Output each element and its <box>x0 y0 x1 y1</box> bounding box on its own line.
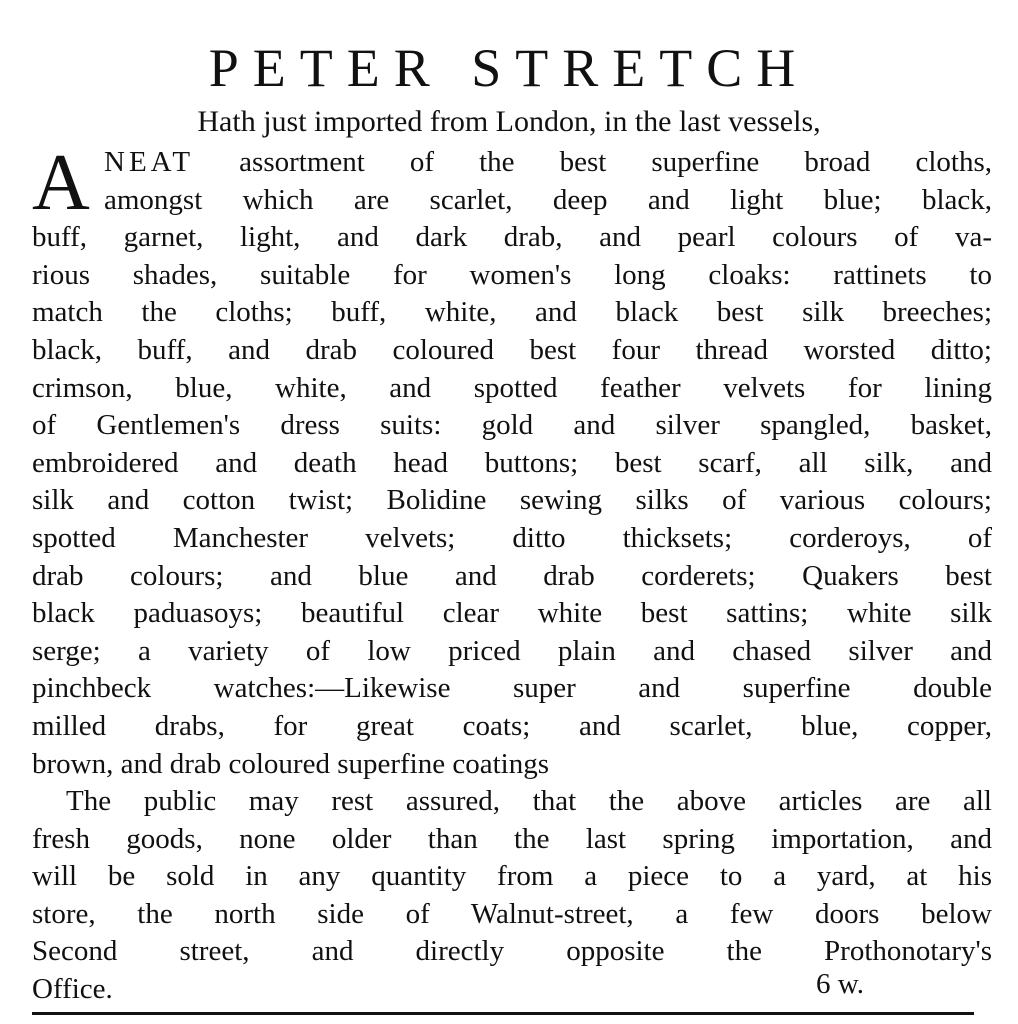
body-line: black paduasoys; beautiful clear white best sattins; white silk <box>32 597 992 630</box>
body-line: buff, garnet, light, and dark drab, and pearl colours of va- <box>32 221 992 254</box>
body-line: rious shades, suitable for women's long cloaks: rattinets to <box>32 258 992 291</box>
body-line: drab colours; and blue and drab corderets; Quakers best <box>32 559 992 592</box>
advertisement-subtitle: Hath just imported from London, in the last vessels, <box>197 105 821 138</box>
body-line: serge; a variety of low priced plain and chased silver and <box>32 634 992 667</box>
paragraph-2-line: will be sold in any quantity from a piece to a yard, at his <box>32 860 992 893</box>
body-line-lead: NEAT <box>104 146 195 178</box>
body-line: embroidered and death head buttons; best scarf, all silk, and <box>32 446 992 479</box>
advertisement-title: PETER STRETCH <box>208 38 810 98</box>
drop-cap: A <box>32 139 90 227</box>
body-line: milled drabs, for great coats; and scarlet, blue, copper, <box>32 709 992 742</box>
paragraph-2-line: Second street, and directly opposite the Prothonotary's <box>32 935 992 968</box>
body-line <box>32 144 992 182</box>
body-line: brown, and drab coloured superfine coatings <box>32 747 550 780</box>
paragraph-2-line: store, the north side of Walnut-street, a few doors below <box>32 897 992 930</box>
body-line: amongst which are scarlet, deep and light blue; black, <box>104 183 992 216</box>
body-line: spotted Manchester velvets; ditto thicksets; corderoys, of <box>32 521 992 554</box>
body-line: silk and cotton twist; Bolidine sewing silks of various colours; <box>32 484 992 517</box>
body-line-text: assortment of the best superfine broad cloths, <box>194 146 992 178</box>
run-notice: 6 w. <box>816 968 865 1000</box>
body-line: match the cloths; buff, white, and black best silk breeches; <box>32 296 992 329</box>
body-line: of Gentlemen's dress suits: gold and silver spangled, basket, <box>32 409 992 442</box>
paragraph-2-line: The public may rest assured, that the above articles are all <box>66 785 992 818</box>
body-line: black, buff, and drab coloured best four thread worsted ditto; <box>32 333 992 366</box>
bottom-rule <box>32 1012 974 1015</box>
body-line: pinchbeck watches:—Likewise super and superfine double <box>32 672 992 705</box>
paragraph-2-line: fresh goods, none older than the last spring importation, and <box>32 822 992 855</box>
paragraph-2-line: Office. <box>32 973 113 1006</box>
advertisement-body <box>32 139 992 1009</box>
body-line: crimson, blue, white, and spotted feather velvets for lining <box>32 371 992 404</box>
